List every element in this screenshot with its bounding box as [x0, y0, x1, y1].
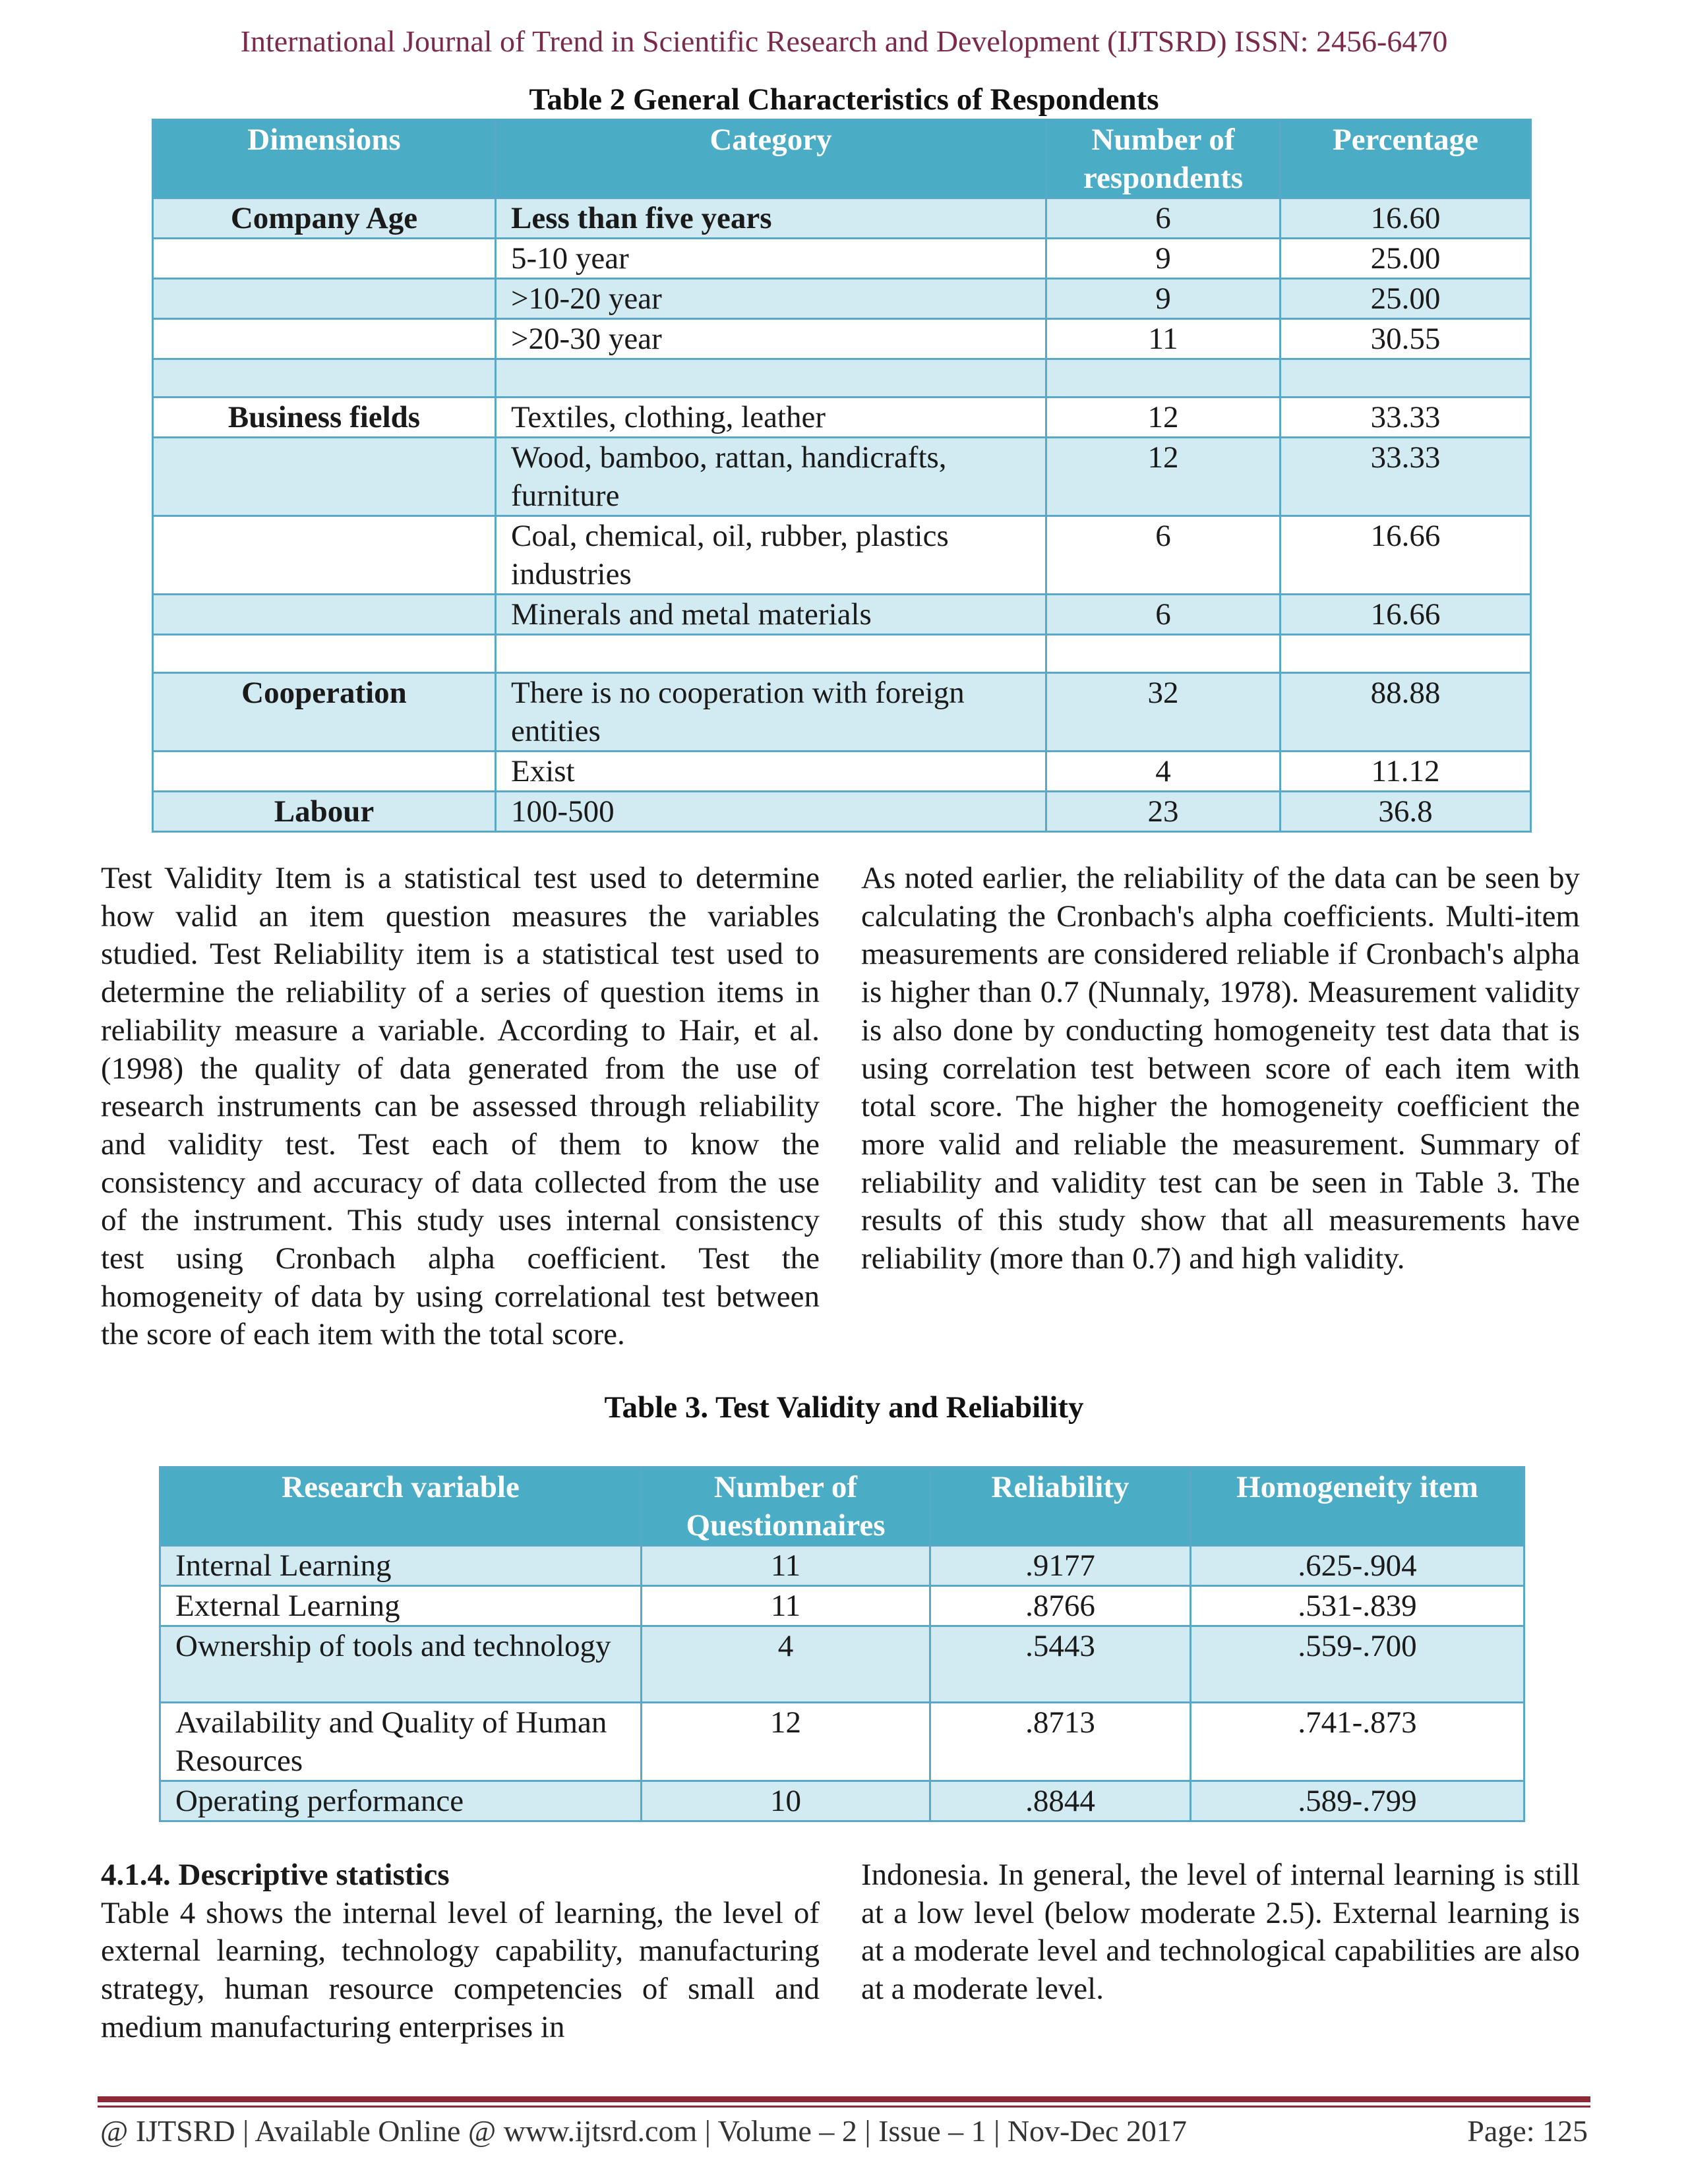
- dimension-cell: [153, 752, 496, 792]
- homogeneity-cell: .531-.839: [1191, 1586, 1524, 1626]
- dimension-cell: Labour: [153, 792, 496, 832]
- homogeneity-cell: .559-.700: [1191, 1626, 1524, 1703]
- number-cell: 23: [1046, 792, 1281, 832]
- percentage-cell: 25.00: [1281, 279, 1531, 319]
- homogeneity-cell: .625-.904: [1191, 1546, 1524, 1586]
- table-row: [153, 595, 1531, 635]
- dimension-cell: [153, 516, 496, 595]
- table3-header-variable: Research variable: [160, 1467, 642, 1546]
- footer-rule-thin: [98, 2106, 1590, 2108]
- dimension-cell: [153, 635, 496, 673]
- number-cell: 6: [1046, 516, 1281, 595]
- table-row: [160, 1626, 1524, 1703]
- number-cell: [1046, 359, 1281, 398]
- dimension-cell: [153, 319, 496, 359]
- variable-cell: Availability and Quality of Human Resources: [160, 1703, 642, 1781]
- number-cell: [1046, 635, 1281, 673]
- category-cell: 100-500: [496, 792, 1046, 832]
- table2-header-percentage: Percentage: [1281, 120, 1531, 198]
- number-cell: 9: [1046, 279, 1281, 319]
- table-row: [160, 1703, 1524, 1781]
- table-row: [153, 239, 1531, 279]
- table2-header-category: Category: [496, 120, 1046, 198]
- dimension-cell: [153, 438, 496, 516]
- number-cell: 32: [1046, 673, 1281, 752]
- reliability-cell: .8766: [930, 1586, 1191, 1626]
- percentage-cell: 16.66: [1281, 516, 1531, 595]
- table-row: [160, 1546, 1524, 1586]
- number-cell: 6: [1046, 595, 1281, 635]
- footer-info: @ IJTSRD | Available Online @ www.ijtsrd.com | Volume – 2 | Issue – 1 | Nov-Dec 2017: [100, 2114, 1187, 2148]
- category-cell: 5-10 year: [496, 239, 1046, 279]
- number-cell: 12: [1046, 398, 1281, 438]
- category-cell: [496, 635, 1046, 673]
- questionnaire-count-cell: 11: [642, 1586, 930, 1626]
- variable-cell: Ownership of tools and technology: [160, 1626, 642, 1703]
- validity-reliability-table: [159, 1466, 1525, 1822]
- footer-rule: [98, 2096, 1590, 2102]
- table3-caption: Table 3. Test Validity and Reliability: [604, 1390, 1084, 1425]
- table2-header-dimensions: Dimensions: [153, 120, 496, 198]
- category-cell: Less than five years: [496, 198, 1046, 239]
- dimension-cell: [153, 359, 496, 398]
- percentage-cell: 36.8: [1281, 792, 1531, 832]
- category-cell: Wood, bamboo, rattan, handicrafts, furniture: [496, 438, 1046, 516]
- reliability-cell: .5443: [930, 1626, 1191, 1703]
- table3-header-questionnaires: Number of Questionnaires: [642, 1467, 930, 1546]
- table-row: [153, 792, 1531, 832]
- table-row: [153, 319, 1531, 359]
- table-row: [153, 359, 1531, 398]
- page-number: Page: 125: [1467, 2114, 1588, 2148]
- reliability-cell: .9177: [930, 1546, 1191, 1586]
- variable-cell: External Learning: [160, 1586, 642, 1626]
- table-row: [160, 1781, 1524, 1821]
- percentage-cell: 33.33: [1281, 438, 1531, 516]
- homogeneity-cell: .741-.873: [1191, 1703, 1524, 1781]
- table3-header-homogeneity: Homogeneity item: [1191, 1467, 1524, 1546]
- table-row: [153, 279, 1531, 319]
- percentage-cell: 88.88: [1281, 673, 1531, 752]
- percentage-cell: [1281, 359, 1531, 398]
- dimension-cell: Business fields: [153, 398, 496, 438]
- percentage-cell: 25.00: [1281, 239, 1531, 279]
- number-cell: 4: [1046, 752, 1281, 792]
- dimension-cell: [153, 239, 496, 279]
- table-row: [153, 198, 1531, 239]
- respondents-table: [152, 119, 1532, 833]
- section-heading: 4.1.4. Descriptive statistics: [101, 1858, 450, 1892]
- number-cell: 11: [1046, 319, 1281, 359]
- category-cell: Textiles, clothing, leather: [496, 398, 1046, 438]
- category-cell: Minerals and metal materials: [496, 595, 1046, 635]
- variable-cell: Internal Learning: [160, 1546, 642, 1586]
- dimension-cell: Company Age: [153, 198, 496, 239]
- questionnaire-count-cell: 11: [642, 1546, 930, 1586]
- table-row: [153, 438, 1531, 516]
- table2-header-number: Number of respondents: [1046, 120, 1281, 198]
- reliability-cell: .8713: [930, 1703, 1191, 1781]
- table-row: [153, 635, 1531, 673]
- table-row: [153, 398, 1531, 438]
- table3-header-reliability: Reliability: [930, 1467, 1191, 1546]
- questionnaire-count-cell: 4: [642, 1626, 930, 1703]
- right-column-text: [861, 860, 1580, 1278]
- journal-header: International Journal of Trend in Scientific Research and Development (IJTSRD) ISSN: 2456-6470: [240, 24, 1448, 58]
- section-left-column: [101, 1856, 820, 2047]
- percentage-cell: 33.33: [1281, 398, 1531, 438]
- percentage-cell: [1281, 635, 1531, 673]
- validity-paragraph: Test Validity Item is a statistical test used to determine how valid an item question measures the variables studied. Test Reliability item is a statistical test used to determine the reliability of a series of question items in reliability measure a variable. According to Hair, et al. (1998) the quality of data generated from the use of research instruments can be assessed through reliability and validity test. Test each of them to know the consistency and accuracy of data collected from the use of the instrument. This study uses internal consistency test using Cronbach alpha coefficient. Test the homogeneity of data by using correlational test between the score of each item with the total score.: [101, 861, 820, 1352]
- reliability-cell: .8844: [930, 1781, 1191, 1821]
- descriptive-paragraph-left: Table 4 shows the internal level of learning, the level of external learning, technology capability, manufacturing strategy, human resource competencies of small and medium manufacturing enterprises in: [101, 1895, 820, 2044]
- category-cell: [496, 359, 1046, 398]
- table-row: [153, 673, 1531, 752]
- percentage-cell: 11.12: [1281, 752, 1531, 792]
- percentage-cell: 16.66: [1281, 595, 1531, 635]
- table2-caption: Table 2 General Characteristics of Respondents: [529, 82, 1159, 117]
- questionnaire-count-cell: 12: [642, 1703, 930, 1781]
- number-cell: 12: [1046, 438, 1281, 516]
- percentage-cell: 16.60: [1281, 198, 1531, 239]
- variable-cell: Operating performance: [160, 1781, 642, 1821]
- category-cell: >10-20 year: [496, 279, 1046, 319]
- homogeneity-cell: .589-.799: [1191, 1781, 1524, 1821]
- table-row: [153, 516, 1531, 595]
- dimension-cell: [153, 595, 496, 635]
- number-cell: 9: [1046, 239, 1281, 279]
- questionnaire-count-cell: 10: [642, 1781, 930, 1821]
- category-cell: >20-30 year: [496, 319, 1046, 359]
- table-row: [160, 1586, 1524, 1626]
- section-right-column: [861, 1856, 1580, 2009]
- table-row: [153, 752, 1531, 792]
- category-cell: Exist: [496, 752, 1046, 792]
- descriptive-paragraph-right: Indonesia. In general, the level of internal learning is still at a low level (below moderate 2.5). External learning is at a moderate level and technological capabilities are also at a moderate level.: [861, 1858, 1580, 2007]
- percentage-cell: 30.55: [1281, 319, 1531, 359]
- category-cell: Coal, chemical, oil, rubber, plastics industries: [496, 516, 1046, 595]
- dimension-cell: [153, 279, 496, 319]
- reliability-paragraph: As noted earlier, the reliability of the data can be seen by calculating the Cronbach's alpha coefficients. Multi-item measurements are considered reliable if Cronbach's alpha is higher than 0.7 (Nunnaly, 1978). Measurement validity is also done by conducting homogeneity test data that is using correlation test between score of each item with total score. The higher the homogeneity coefficient the more valid and reliable the measurement. Summary of reliability and validity test can be seen in Table 3. The results of this study show that all measurements have reliability (more than 0.7) and high validity.: [861, 861, 1580, 1276]
- dimension-cell: Cooperation: [153, 673, 496, 752]
- number-cell: 6: [1046, 198, 1281, 239]
- left-column-text: [101, 860, 820, 1354]
- category-cell: There is no cooperation with foreign entities: [496, 673, 1046, 752]
